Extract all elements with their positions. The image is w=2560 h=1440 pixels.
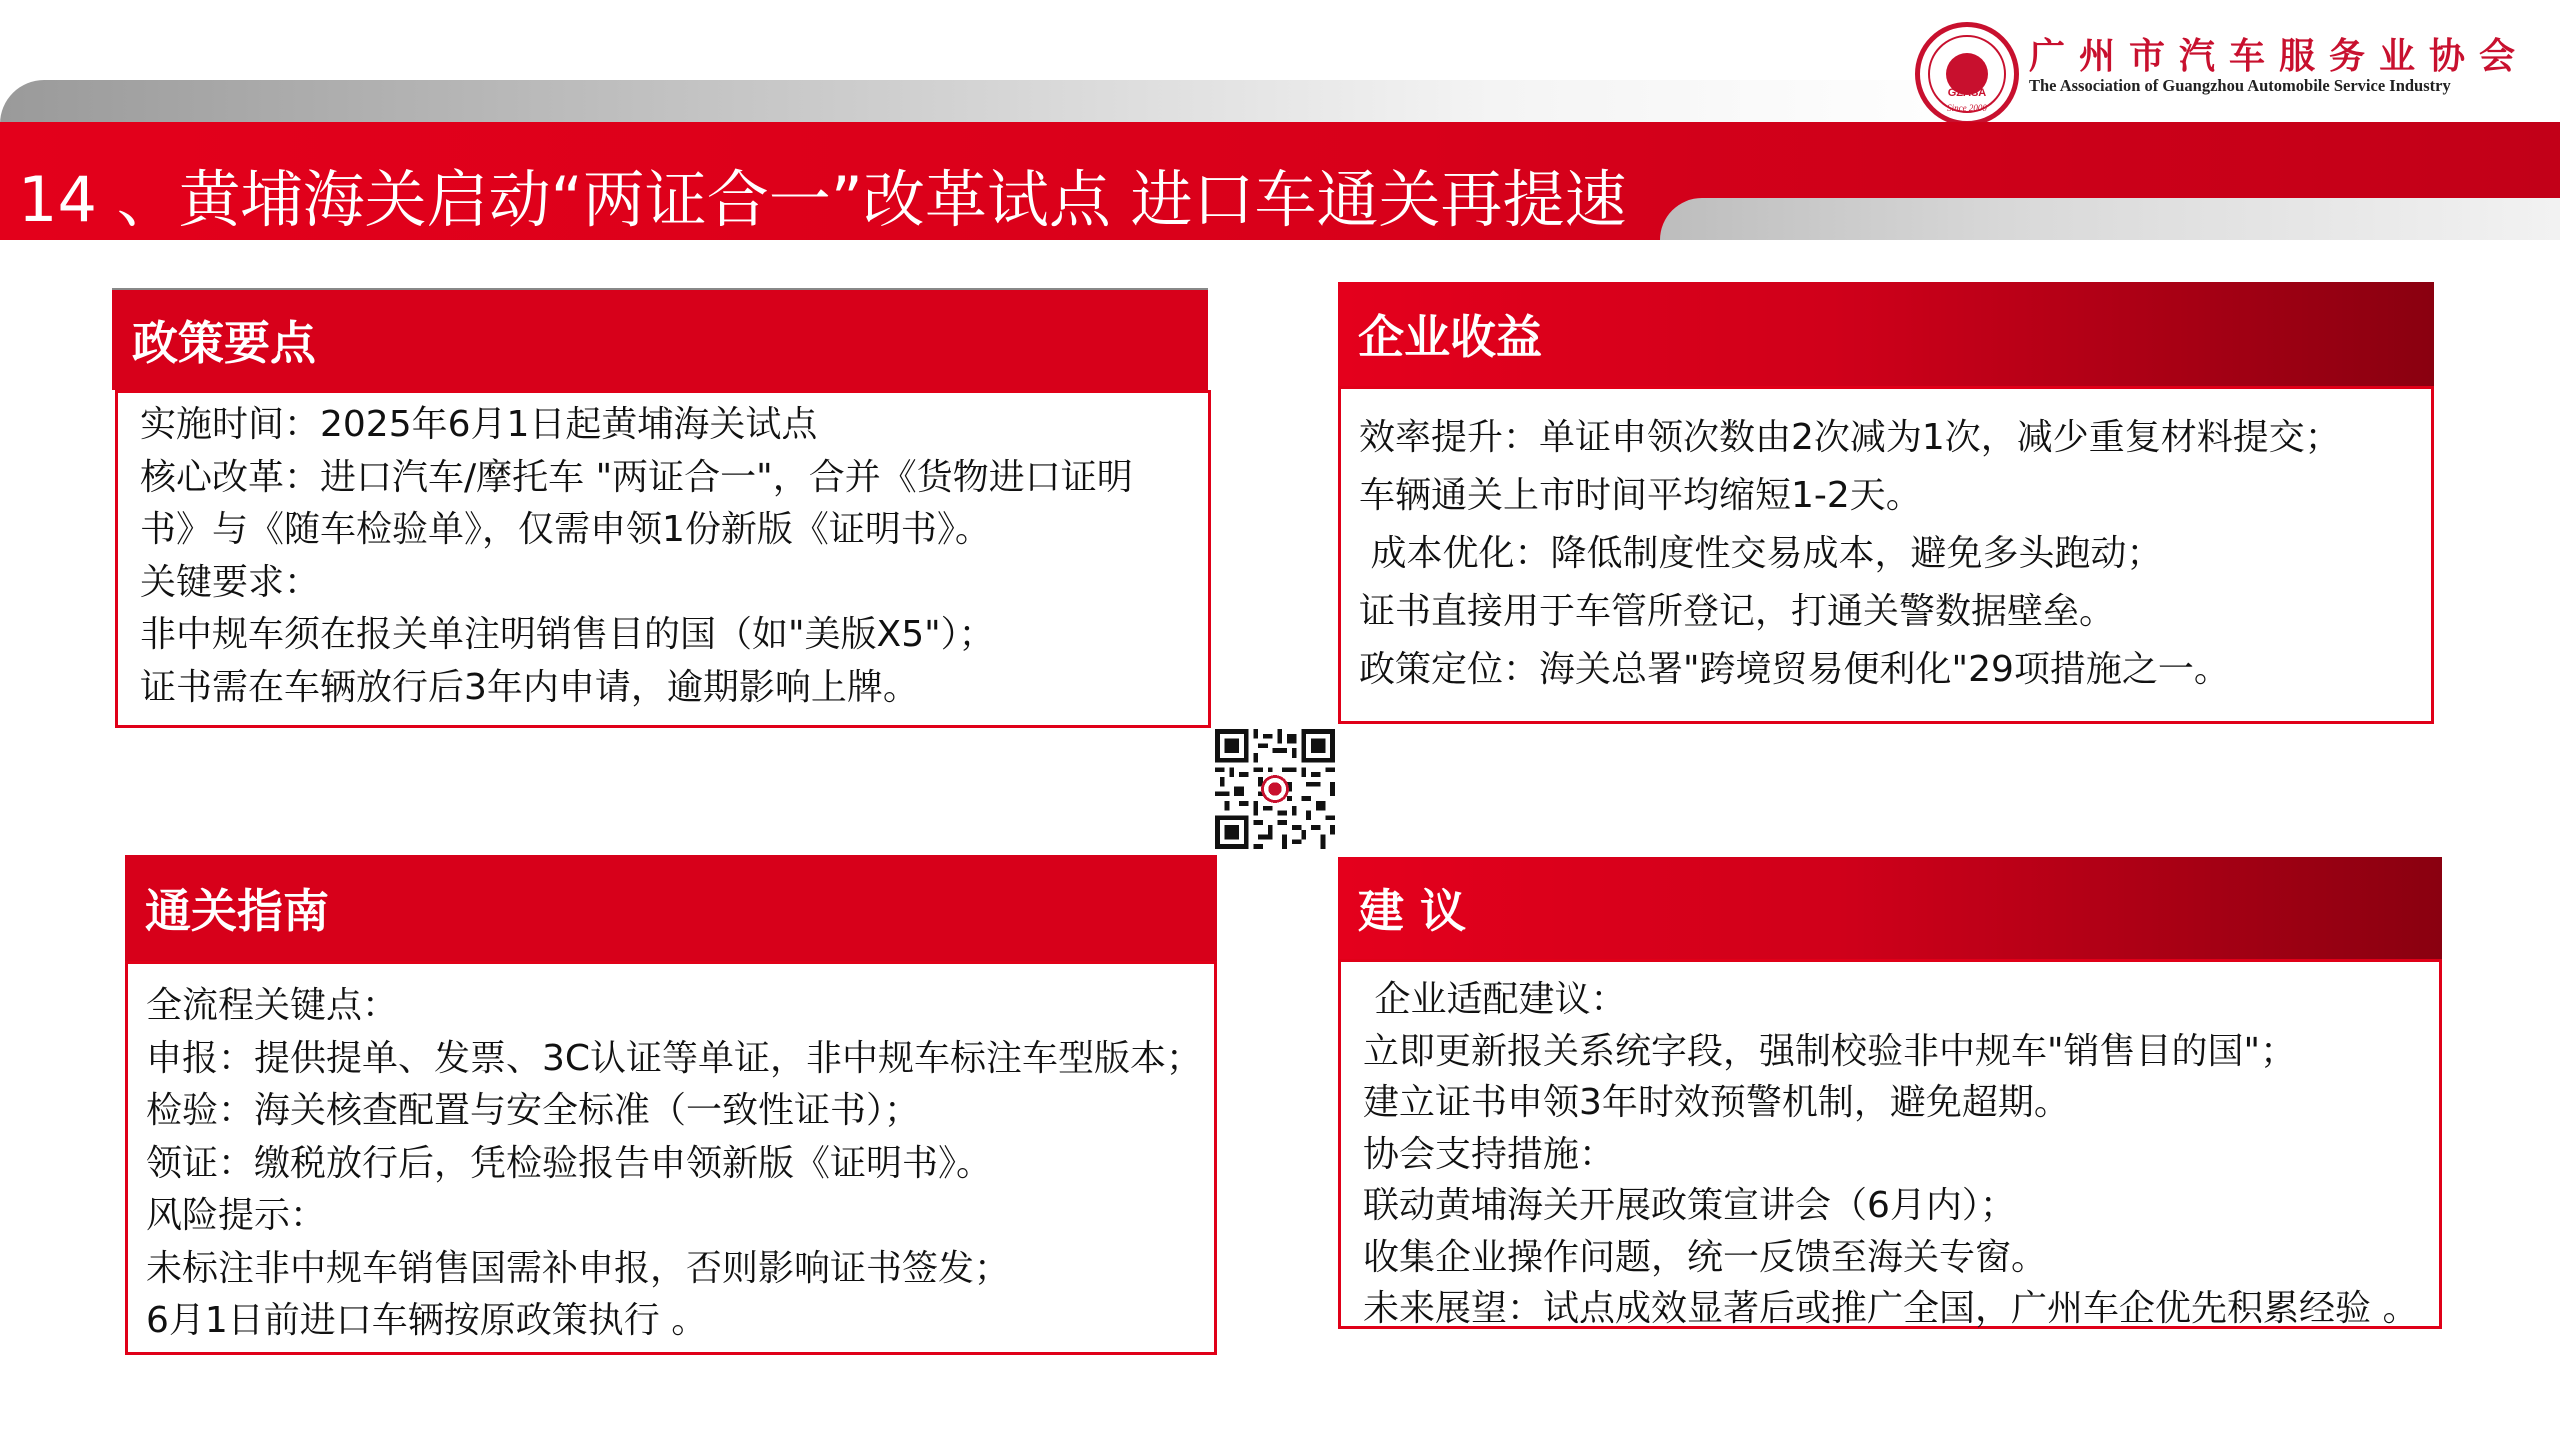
guide-line: 申报：提供提单、发票、3C认证等单证，非中规车标注车型版本；: [146, 1037, 1203, 1079]
guide-line: 6月1日前进口车辆按原政策执行 。: [146, 1300, 708, 1341]
policy-line: 书》与《随车检验单》，仅需申领1份新版《证明书》。: [140, 509, 991, 550]
advice-title: 建 议: [1358, 884, 1467, 938]
guide-body: [125, 961, 1217, 1355]
benefits-title: 企业收益: [1358, 310, 1542, 364]
org-name-en: The Association of Guangzhou Automobile Service Industry: [2029, 76, 2451, 95]
benefits-line: 效率提升：单证申领次数由2次减为1次，减少重复材料提交；: [1359, 417, 2341, 458]
advice-line: 建立证书申领3年时效预警机制，避免超期。: [1363, 1082, 2070, 1123]
policy-line: 证书需在车辆放行后3年内申请，逾期影响上牌。: [140, 666, 919, 708]
advice-body: [1338, 959, 2442, 1329]
guide-title: 通关指南: [145, 884, 329, 938]
association-logo: [1915, 20, 2535, 120]
policy-body: [115, 390, 1211, 728]
guide-header: [125, 855, 1217, 961]
guide-line: 领证：缴税放行后，凭检验报告申领新版《证明书》。: [146, 1142, 993, 1184]
qr-code-icon: [1215, 726, 1335, 856]
policy-line: 实施时间：2025年6月1日起黄埔海关试点: [140, 404, 818, 445]
guide-line: 检验：海关核查配置与安全标准（一致性证书）；: [146, 1090, 921, 1131]
benefits-line: 车辆通关上市时间平均缩短1-2天。: [1359, 475, 1922, 516]
benefits-line: 成本优化：降低制度性交易成本，避免多头跑动；: [1359, 533, 2163, 574]
policy-title: 政策要点: [132, 316, 316, 370]
org-name-cn: 广州市汽车服务业协会: [2029, 36, 2530, 77]
page-title: 14 、黄埔海关启动“两证合一”改革试点 进口车通关再提速: [18, 163, 1627, 236]
benefits-line: 政策定位：海关总署"跨境贸易便利化"29项措施之一。: [1359, 649, 2230, 690]
guide-line: 全流程关键点：: [146, 985, 399, 1026]
advice-header: [1338, 857, 2442, 959]
advice-line: 协会支持措施：: [1363, 1133, 1616, 1175]
policy-line: 核心改革：进口汽车/摩托车 "两证合一"，合并《货物进口证明: [140, 456, 1133, 498]
benefits-header: [1338, 282, 2434, 386]
policy-header: [112, 290, 1208, 390]
benefits-line: 证书直接用于车管所登记，打通关警数据壁垒。: [1359, 591, 2116, 632]
advice-line: 未来展望：试点成效显著后或推广全国，广州车企优先积累经验 。: [1363, 1288, 2419, 1329]
guide-line: 未标注非中规车销售国需补申报，否则影响证书签发；: [146, 1247, 1011, 1289]
policy-line: 非中规车须在报关单注明销售目的国（如"美版X5"）；: [140, 614, 995, 655]
advice-line: 立即更新报关系统字段，强制校验非中规车"销售目的国"；: [1363, 1030, 2297, 1072]
benefits-body: [1338, 386, 2434, 724]
advice-line: 收集企业操作问题，统一反馈至海关专窗。: [1363, 1236, 2048, 1278]
association-seal-icon: GZASA Since 2000: [1915, 22, 2019, 126]
policy-line: 关键要求：: [140, 561, 321, 603]
guide-line: 风险提示：: [146, 1195, 327, 1236]
advice-line: 联动黄埔海关开展政策宣讲会（6月内）；: [1363, 1185, 2016, 1226]
header-grey-band: [0, 80, 1990, 124]
advice-line: 企业适配建议：: [1363, 979, 1627, 1020]
